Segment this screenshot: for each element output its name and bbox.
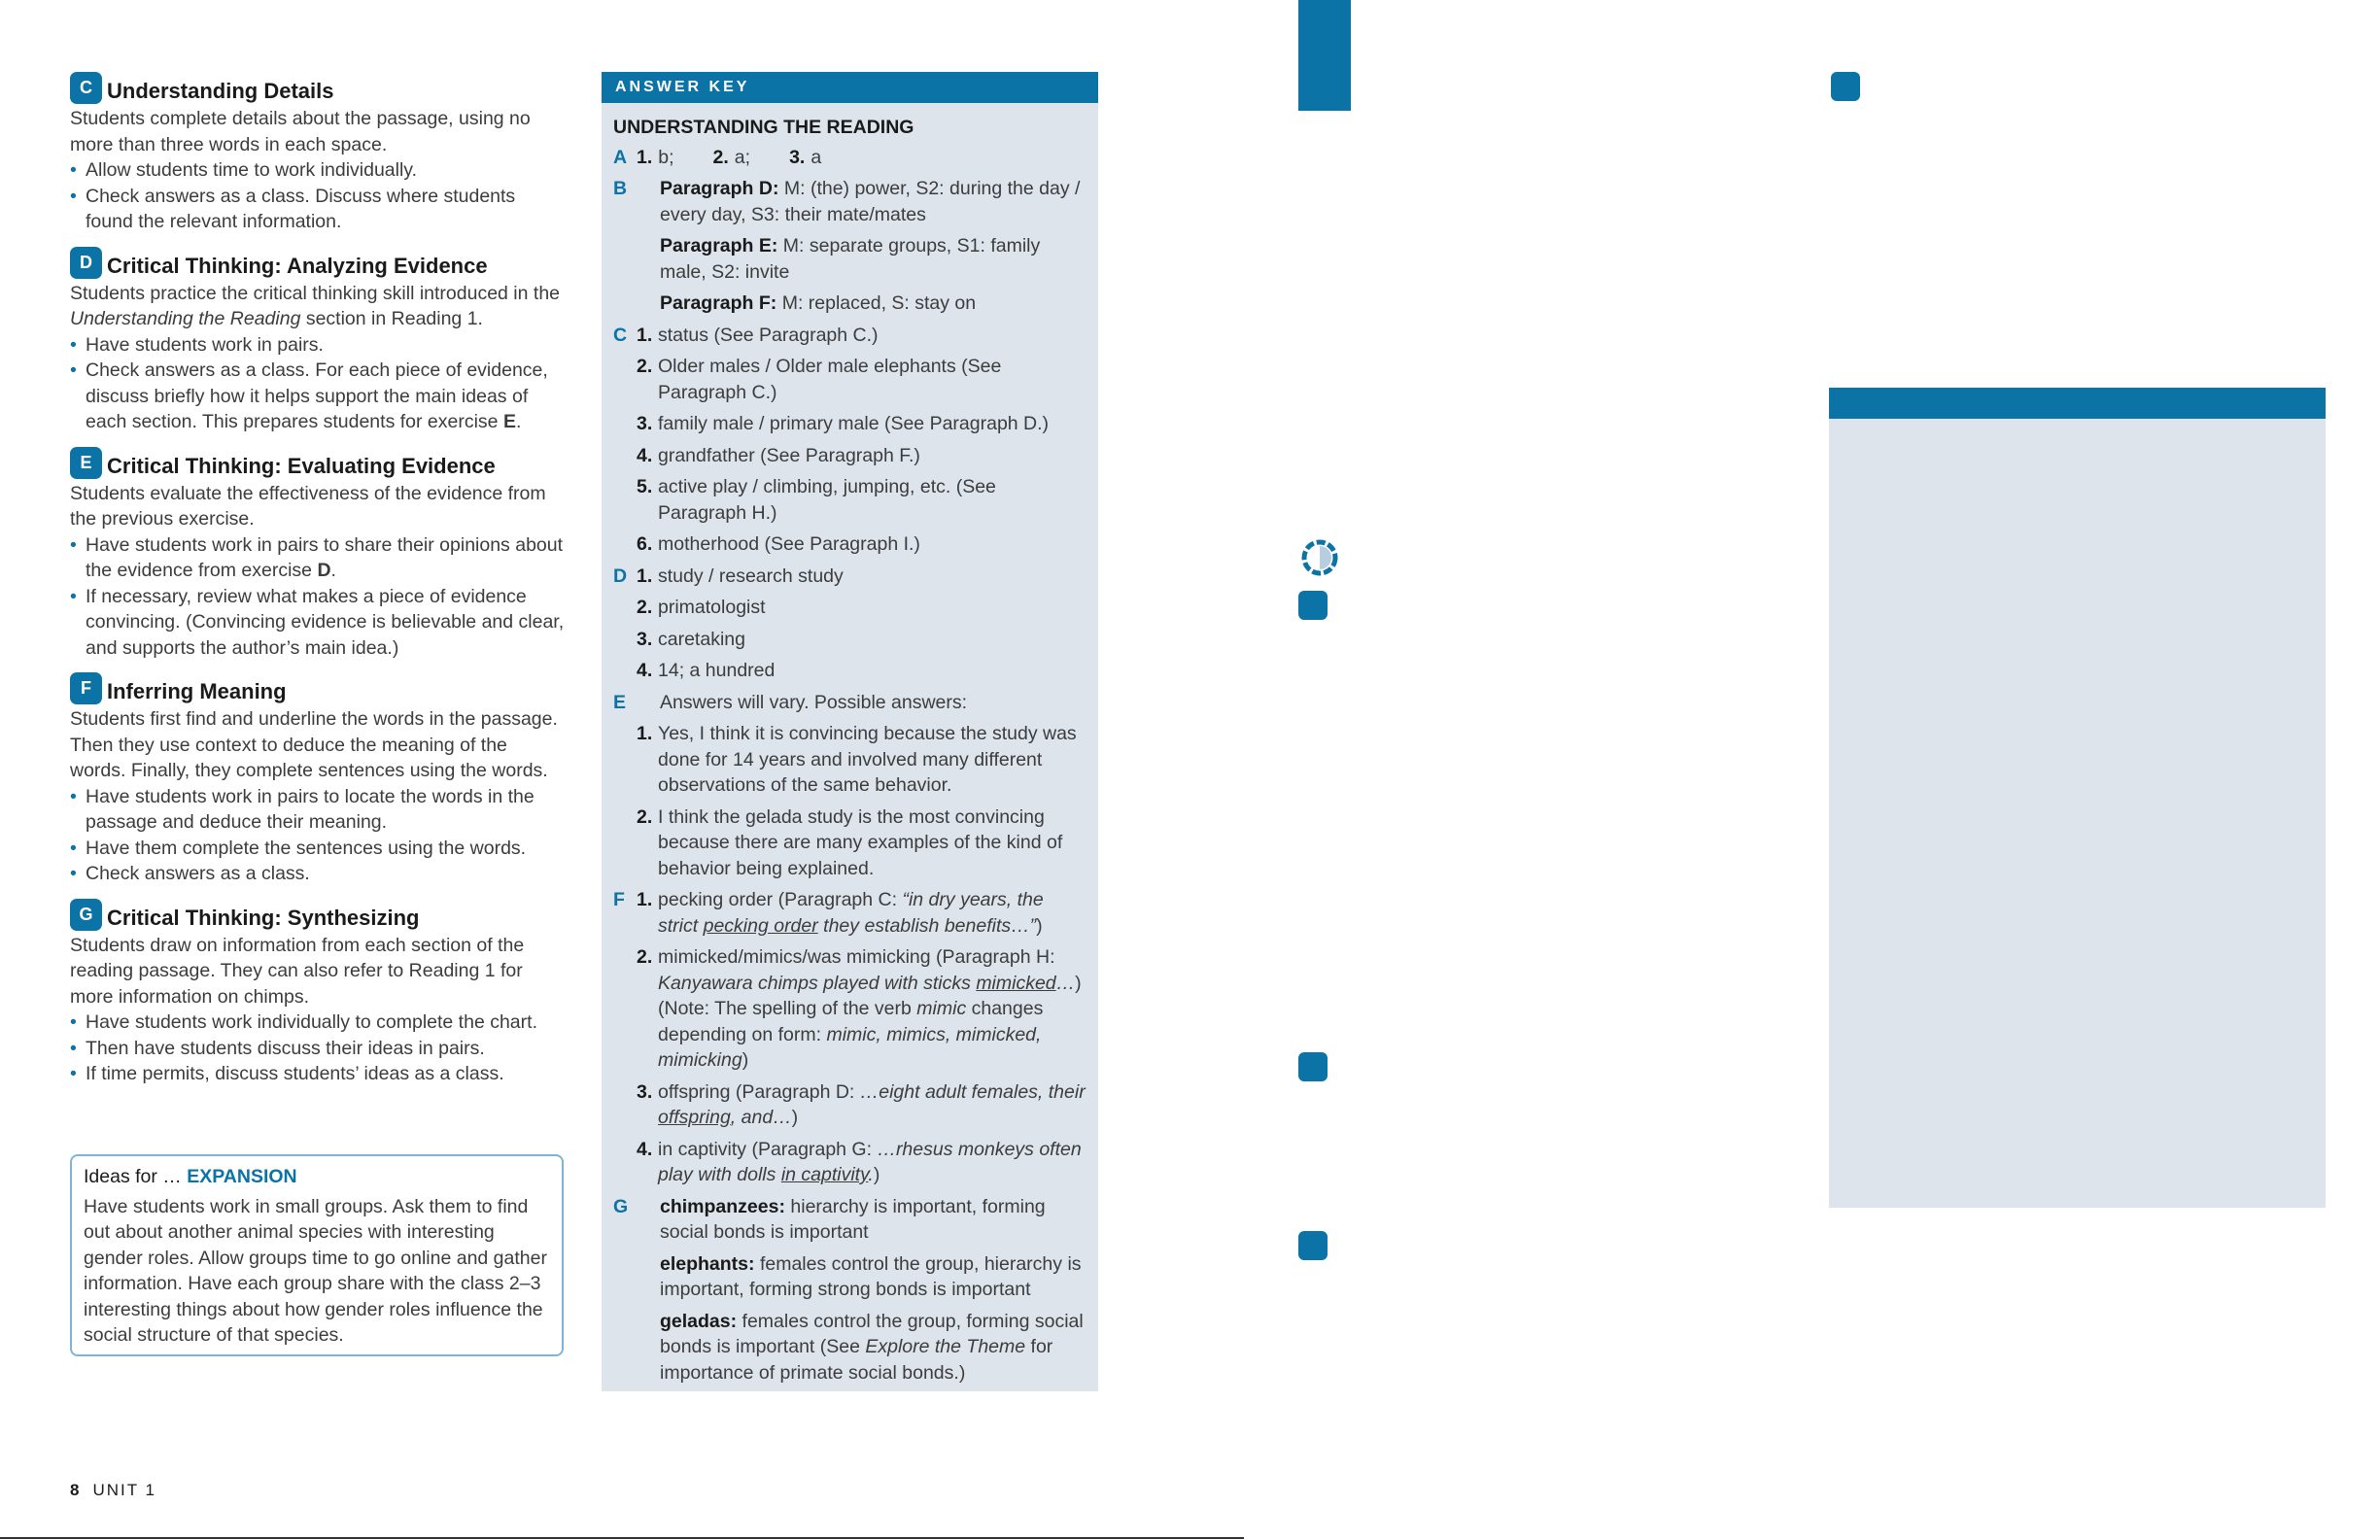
section-c-badge: C (70, 72, 102, 104)
answer-f-item: F 1. pecking order (Paragraph C: “in dry years, the strict pecking order they establish benefits…”) (613, 889, 1044, 937)
ideas-body: Have students work in small groups. Ask them to find out about another animal species with interesting gender roles. Allow groups time to go online and gather information. Have each group share with the class 2–3 interesting things about how gender roles influence the social structure of that species. (84, 1195, 547, 1346)
bullet-icon: • (70, 1063, 77, 1084)
section-c-intro: Students complete details about the passage, using no more than three words in each space. (70, 108, 531, 155)
answer-e-item: 2. I think the gelada study is the most convincing because there are many examples of the kind of behavior being explained. (637, 805, 1063, 879)
list-item: • Check answers as a class. (70, 861, 568, 887)
blank-side-panel (1829, 388, 2326, 1208)
answer-e-intro: E Answers will vary. Possible answers: (613, 691, 968, 713)
answer-c-item: 5. active play / climbing, jumping, etc. (See Paragraph H.) (637, 476, 996, 524)
list-item: • Allow students time to work individually. (70, 157, 568, 184)
ideas-title: Ideas for … EXPANSION (84, 1166, 297, 1187)
section-e-badge: E (70, 447, 102, 479)
answer-d-item: D 1. study / research study (613, 565, 844, 587)
answer-f-item: 3. offspring (Paragraph D: …eight adult females, their offspring, and…) (637, 1080, 1086, 1128)
answer-key-subhead: UNDERSTANDING THE READING (613, 117, 914, 138)
section-f-intro: Students first find and underline the words in the passage. Then they use context to deduce the meaning of the words. Finally, they complete sentences using the words. (70, 708, 558, 781)
section-d-badge: D (70, 247, 102, 279)
bullet-icon: • (70, 159, 77, 181)
section-f-title: Inferring Meaning (107, 679, 287, 704)
footer-rule (0, 1537, 1244, 1539)
list-item: • Have them complete the sentences using the words. (70, 836, 568, 862)
answer-g-item: G chimpanzees: hierarchy is important, forming social bonds is important (613, 1195, 1046, 1243)
bullet-icon: • (70, 185, 77, 207)
answer-key-panel (602, 72, 1098, 1391)
section-g (70, 899, 568, 1087)
section-g-intro: Students draw on information from each section of the reading passage. They can also refer to Reading 1 for more information on chimps. (70, 934, 525, 1008)
teaching-notes-column (70, 72, 568, 1099)
list-item: • Have students work individually to complete the chart. (70, 1010, 568, 1036)
answer-e-item: 1. Yes, I think it is convincing because the study was done for 14 years and involved many different observations of the same behavior. (637, 723, 1077, 796)
section-e-title: Critical Thinking: Evaluating Evidence (107, 453, 496, 478)
page-folio (70, 1481, 156, 1500)
section-f (70, 672, 568, 887)
answer-key-header: ANSWER KEY (602, 72, 1098, 103)
bullet-icon: • (70, 585, 77, 607)
list-item: • If time permits, discuss students’ ideas as a class. (70, 1061, 568, 1087)
answer-g-item: elephants: females control the group, hierarchy is important, forming strong bonds is important (660, 1252, 1082, 1300)
section-g-title: Critical Thinking: Synthesizing (107, 905, 420, 930)
answer-d-item: 2. primatologist (637, 597, 766, 618)
list-item: • Have students work in pairs to locate the words in the passage and deduce their meaning. (70, 784, 568, 836)
section-c-title: Understanding Details (107, 79, 334, 104)
bullet-icon: • (70, 1011, 77, 1033)
answer-b-item: Paragraph F: M: replaced, S: stay on (660, 292, 977, 314)
section-d-intro: Students practice the critical thinking skill introduced in the Understanding the Reading section in Reading 1. (70, 282, 561, 329)
square-bullet-icon (1298, 1231, 1328, 1260)
bullet-icon: • (70, 359, 77, 381)
bullet-icon: • (70, 533, 77, 556)
section-g-badge: G (70, 899, 102, 931)
list-item: • Have students work in pairs to share their opinions about the evidence from exercise D. (70, 532, 568, 584)
answer-c-item: 6. motherhood (See Paragraph I.) (637, 533, 920, 555)
section-e-intro: Students evaluate the effectiveness of the evidence from the previous exercise. (70, 482, 546, 530)
answer-g-item: geladas: females control the group, forming social bonds is important (See Explore the Theme for importance of primate social bonds.) (660, 1310, 1084, 1384)
answer-c-item: 3. family male / primary male (See Paragraph D.) (637, 413, 1050, 434)
unit-label: UNIT 1 (92, 1481, 157, 1499)
page-edge-tab (1298, 0, 1351, 111)
ideas-for-expansion-box (70, 1154, 564, 1356)
answer-f-item: 2. mimicked/mimics/was mimicking (Paragraph H: Kanyawara chimps played with sticks mimicked…) (Note: The spelling of the verb mimic changes depending on form: mimic, mimics, mimicked, mimicking) (637, 946, 1082, 1071)
section-d (70, 247, 568, 435)
square-bullet-icon (1298, 1052, 1328, 1081)
section-f-badge: F (70, 672, 102, 704)
answer-c-item: 4. grandfather (See Paragraph F.) (637, 444, 920, 466)
answer-d-item: 4. 14; a hundred (637, 660, 776, 681)
list-item: • Have students work in pairs. (70, 332, 568, 359)
page-number: 8 (70, 1481, 80, 1499)
bullet-icon: • (70, 1037, 77, 1059)
list-item: • If necessary, review what makes a piece of evidence convincing. (Convincing evidence is believable and clear, and supports the author’s main idea.) (70, 584, 568, 662)
progress-ring-icon (1300, 538, 1339, 577)
section-e (70, 447, 568, 662)
list-item: • Check answers as a class. Discuss where students found the relevant information. (70, 184, 568, 235)
answer-c-item: 2. Older males / Older male elephants (See Paragraph C.) (637, 356, 1002, 403)
answer-a: A 1. b; 2. a; 3. a (613, 146, 822, 168)
answer-b-item: Paragraph E: M: separate groups, S1: family male, S2: invite (660, 235, 1041, 283)
square-bullet-icon (1831, 72, 1860, 101)
bullet-icon: • (70, 785, 77, 807)
answer-d-item: 3. caretaking (637, 628, 745, 650)
section-d-title: Critical Thinking: Analyzing Evidence (107, 253, 488, 278)
bullet-icon: • (70, 837, 77, 859)
bullet-icon: • (70, 333, 77, 356)
list-item: • Then have students discuss their ideas in pairs. (70, 1036, 568, 1062)
section-c (70, 72, 568, 235)
answer-f-item: 4. in captivity (Paragraph G: …rhesus monkeys often play with dolls in captivity.) (637, 1138, 1082, 1185)
square-bullet-icon (1298, 591, 1328, 620)
list-item: • Check answers as a class. For each piece of evidence, discuss briefly how it helps support the main ideas of each section. This prepares students for exercise E. (70, 358, 568, 435)
bullet-icon: • (70, 863, 77, 884)
answer-c-item: C 1. status (See Paragraph C.) (613, 324, 879, 346)
answer-b-item: B Paragraph D: M: (the) power, S2: during the day / every day, S3: their mate/mates (613, 178, 1081, 225)
